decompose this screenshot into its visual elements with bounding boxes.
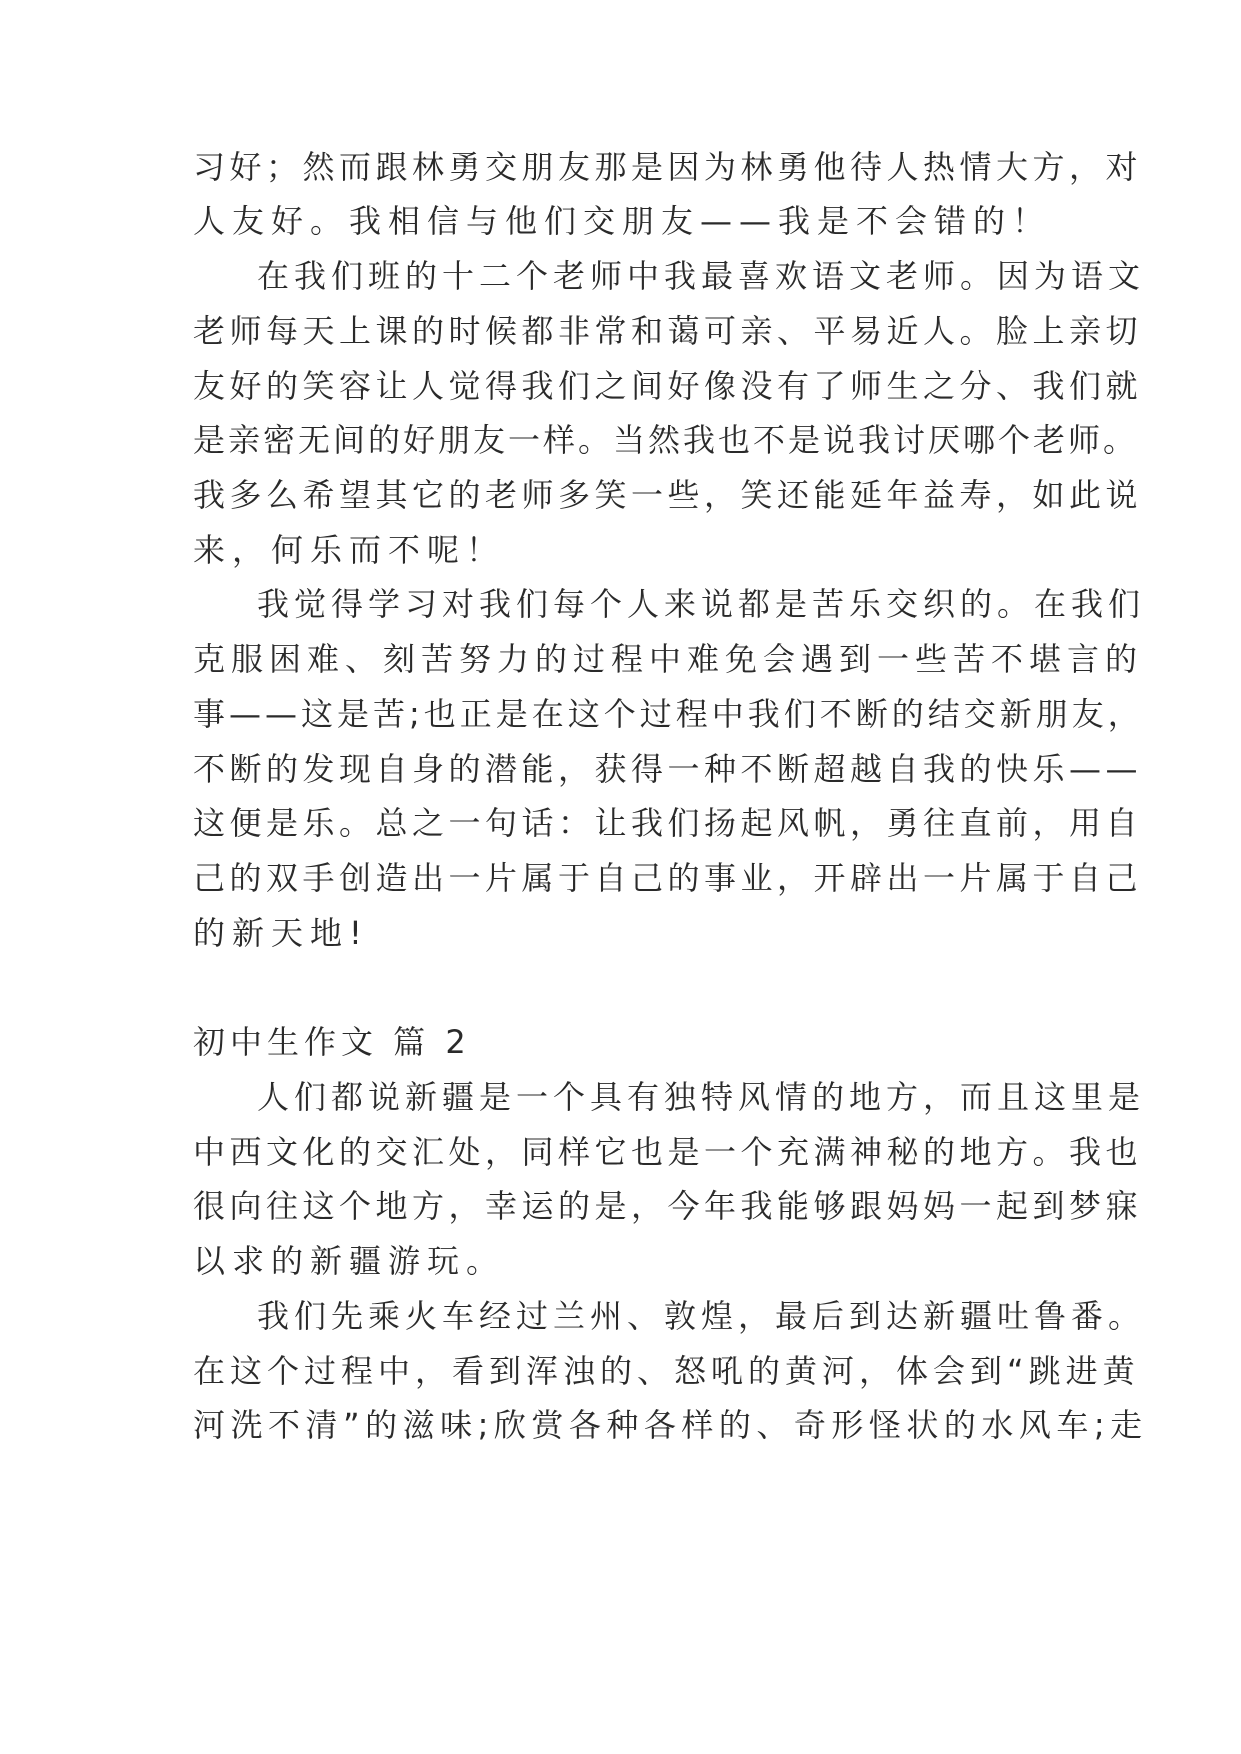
text-line: 人们都说新疆是一个具有独特风情的地方，而且这里是 (257, 1078, 1146, 1116)
text-line: 老师每天上课的时候都非常和蔼可亲、平易近人。脸上亲切 (193, 312, 1143, 350)
text-line: 己的双手创造出一片属于自己的事业，开辟出一片属于自己 (193, 859, 1143, 897)
text-line: 事——这是苦;也正是在这个过程中我们不断的结交新朋友， (193, 695, 1144, 733)
text-line: 这便是乐。总之一句话：让我们扬起风帆，勇往直前，用自 (193, 804, 1143, 842)
text-line: 河洗不清”的滋味;欣赏各种各样的、奇形怪状的水风车;走 (193, 1406, 1148, 1444)
text-line: 是亲密无间的好朋友一样。当然我也不是说我讨厌哪个老师。 (193, 421, 1139, 459)
text-line: 我们先乘火车经过兰州、敦煌，最后到达新疆吐鲁番。 (257, 1297, 1146, 1335)
text-line: 在我们班的十二个老师中我最喜欢语文老师。因为语文 (257, 257, 1146, 295)
text-line: 的新天地! (193, 914, 369, 952)
text-line: 我觉得学习对我们每个人来说都是苦乐交织的。在我们 (257, 585, 1146, 623)
text-line: 克服困难、刻苦努力的过程中难免会遇到一些苦不堪言的 (193, 640, 1144, 678)
text-line: 很向往这个地方，幸运的是，今年我能够跟妈妈一起到梦寐 (193, 1187, 1143, 1225)
text-line: 人友好。我相信与他们交朋友——我是不会错的！ (193, 202, 1052, 240)
text-line: 中西文化的交汇处，同样它也是一个充满神秘的地方。我也 (193, 1133, 1143, 1171)
text-line: 在这个过程中，看到浑浊的、怒吼的黄河，体会到“跳进黄 (193, 1352, 1140, 1390)
text-line: 不断的发现自身的潜能，获得一种不断超越自我的快乐—— (193, 750, 1143, 788)
text-line: 习好；然而跟林勇交朋友那是因为林勇他待人热情大方，对 (193, 148, 1143, 186)
text-line: 来，何乐而不呢！ (193, 531, 506, 569)
text-line: 友好的笑容让人觉得我们之间好像没有了师生之分、我们就 (193, 367, 1143, 405)
text-line: 我多么希望其它的老师多笑一些，笑还能延年益寿，如此说 (193, 476, 1143, 514)
text-line: 以求的新疆游玩。 (193, 1242, 506, 1280)
section-heading: 初中生作文 篇 2 (193, 1023, 471, 1061)
